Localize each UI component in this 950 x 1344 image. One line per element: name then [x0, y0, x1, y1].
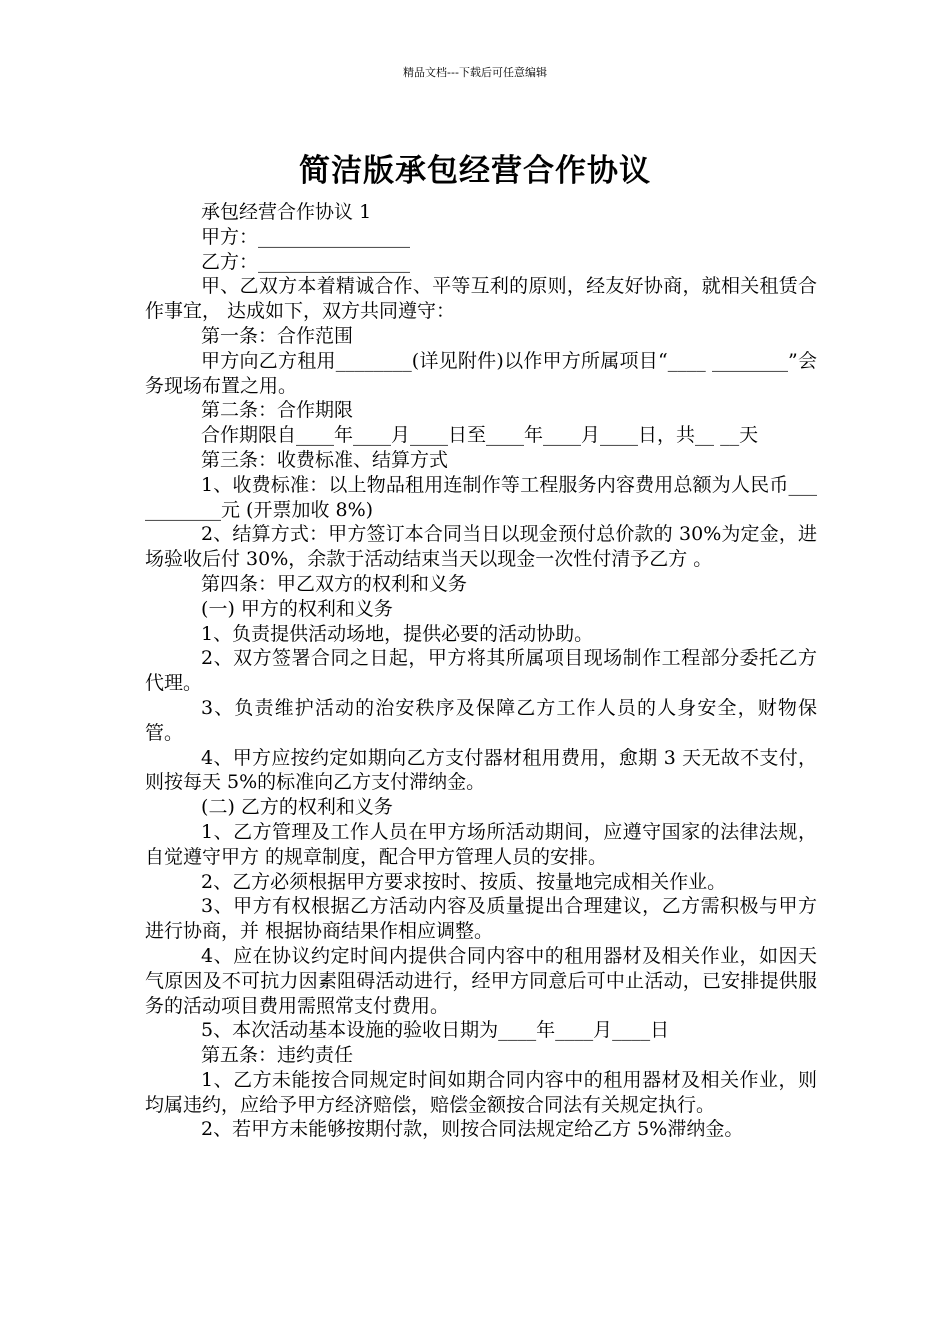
paragraph: 1、乙方管理及工作人员在甲方场所活动期间，应遵守国家的法律法规，自觉遵守甲方 的规章制度，配合甲方管理人员的安排。	[145, 820, 817, 868]
paragraph: 乙方：________________	[201, 250, 411, 273]
paragraph: 2、双方签署合同之日起，甲方将其所属项目现场制作工程部分委托乙方代理。	[145, 647, 817, 695]
paragraph: 第一条：合作范围	[201, 324, 354, 347]
paragraph: 1、收费标准：以上物品租用连制作等工程服务内容费用总额为人民币___________元 (开票加收 8%)	[145, 473, 817, 521]
paragraph: 甲方向乙方租用________(详见附件)以作甲方所属项目“____ ________”会务现场布置之用。	[145, 349, 817, 397]
paragraph: 4、应在协议约定时间内提供合同内容中的租用器材及相关作业，如因天气原因及不可抗力因素阻碍活动进行，经甲方同意后可中止活动，已安排提供服务的活动项目费用需照常支付费用。	[145, 944, 817, 1017]
paragraph: 5、本次活动基本设施的验收日期为____年____月____日	[201, 1019, 670, 1042]
document-body	[145, 200, 817, 1142]
header-note: 精品文档---下载后可任意编辑	[403, 66, 547, 79]
paragraph: 2、乙方必须根据甲方要求按时、按质、按量地完成相关作业。	[201, 870, 727, 893]
paragraph: 第二条：合作期限	[201, 399, 354, 422]
paragraph: 甲方：________________	[201, 225, 411, 248]
paragraph: (一) 甲方的权利和义务	[201, 597, 393, 620]
paragraph: 第四条：甲乙双方的权利和义务	[201, 572, 468, 595]
paragraph: 2、结算方式：甲方签订本合同当日以现金预付总价款的 30%为定金，进场验收后付 30%，余款于活动结束当天以现金一次性付清予乙方 。	[145, 523, 817, 571]
paragraph: 1、乙方未能按合同规定时间如期合同内容中的租用器材及相关作业，则均属违约，应给予甲方经济赔偿，赔偿金额按合同法有关规定执行。	[145, 1068, 817, 1116]
paragraph: 3、负责维护活动的治安秩序及保障乙方工作人员的人身安全，财物保管。	[145, 696, 817, 744]
paragraph: 3、甲方有权根据乙方活动内容及质量提出合理建议，乙方需积极与甲方进行协商，并 根据协商结果作相应调整。	[145, 895, 817, 943]
paragraph: (二) 乙方的权利和义务	[201, 796, 393, 819]
paragraph: 1、负责提供活动场地，提供必要的活动协助。	[201, 622, 594, 645]
page-title: 简洁版承包经营合作协议	[299, 152, 651, 189]
paragraph: 甲、乙双方本着精诚合作、平等互利的原则，经友好协商，就相关租赁合作事宜， 达成如下，双方共同遵守：	[145, 275, 817, 323]
paragraph: 第五条：违约责任	[201, 1044, 354, 1067]
paragraph: 4、甲方应按约定如期向乙方支付器材租用费用，愈期 3 天无故不支付，则按每天 5%的标准向乙方支付滞纳金。	[145, 746, 817, 794]
paragraph: 第三条：收费标准、结算方式	[201, 448, 449, 471]
paragraph: 合作期限自____年____月____日至____年____月____日，共__ __天	[201, 424, 759, 447]
paragraph: 承包经营合作协议 1	[201, 201, 372, 223]
paragraph: 2、若甲方未能够按期付款，则按合同法规定给乙方 5%滞纳金。	[201, 1118, 744, 1141]
